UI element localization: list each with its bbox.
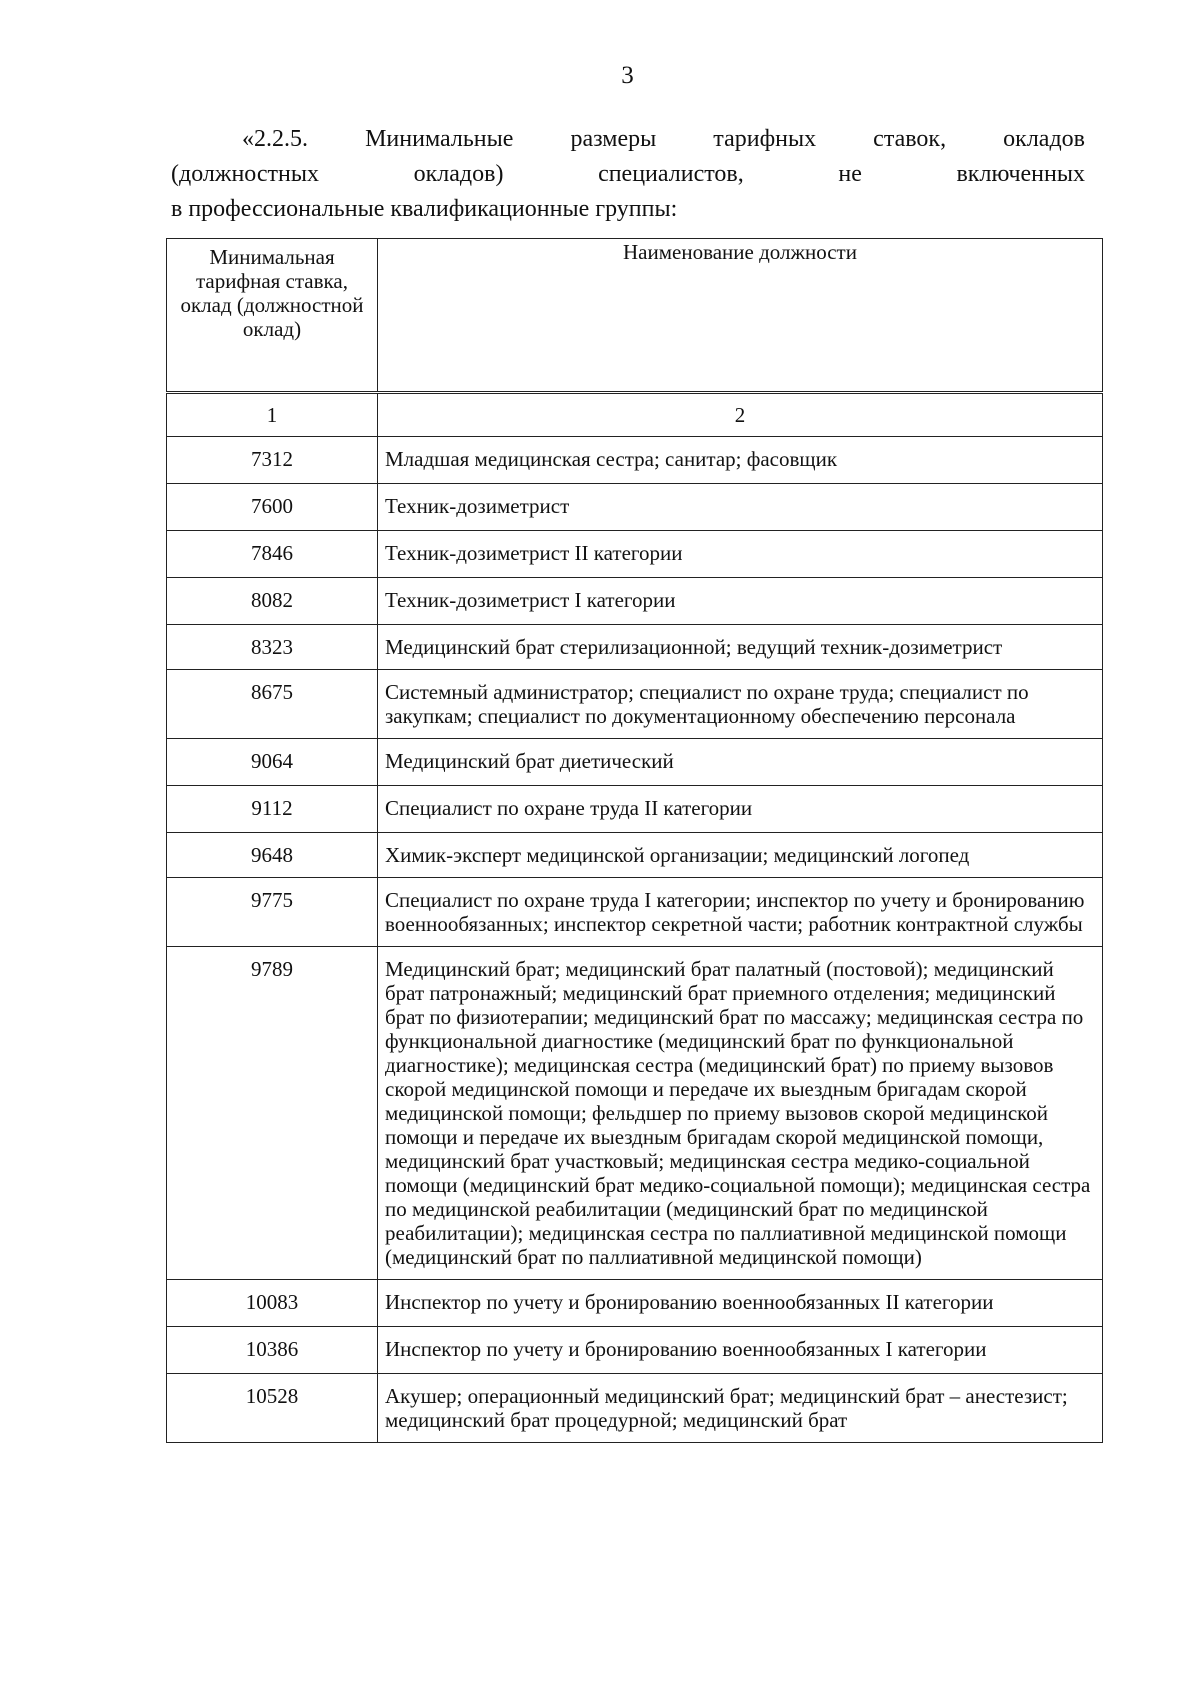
rate-cell: 9648 xyxy=(167,833,378,878)
header-rate: Минимальная тарифная ставка, оклад (должностной оклад) xyxy=(167,239,378,393)
rate-cell: 10528 xyxy=(167,1374,378,1443)
position-cell: Инспектор по учету и бронированию военнообязанных II категории xyxy=(378,1280,1103,1327)
position-cell: Специалист по охране труда II категории xyxy=(378,786,1103,833)
column-number-2: 2 xyxy=(378,393,1103,437)
rate-cell: 7600 xyxy=(167,484,378,531)
table-header-row xyxy=(167,239,1103,393)
intro-line-3: в профессиональные квалификационные группы: xyxy=(171,196,678,222)
table-row xyxy=(167,786,1103,833)
table-row xyxy=(167,670,1103,739)
position-cell: Техник-дозиметрист I категории xyxy=(378,578,1103,625)
rate-cell: 8323 xyxy=(167,625,378,670)
position-cell: Техник-дозиметрист xyxy=(378,484,1103,531)
table-row xyxy=(167,739,1103,786)
position-cell: Специалист по охране труда I категории; инспектор по учету и бронированию военнообязанных; инспектор секретной части; работник контрактной службы xyxy=(378,878,1103,947)
table-body xyxy=(167,437,1103,1443)
intro-line-2: (должностных окладов) специалистов, не включенных xyxy=(171,161,1085,187)
rates-table xyxy=(166,238,1103,1443)
table-row xyxy=(167,578,1103,625)
table-row xyxy=(167,878,1103,947)
position-cell: Медицинский брат стерилизационной; ведущий техник-дозиметрист xyxy=(378,625,1103,670)
position-cell: Младшая медицинская сестра; санитар; фасовщик xyxy=(378,437,1103,484)
rate-cell: 7312 xyxy=(167,437,378,484)
column-number-row xyxy=(167,393,1103,437)
header-position: Наименование должности xyxy=(378,239,1103,393)
table-row xyxy=(167,437,1103,484)
intro-line-1: «2.2.5. Минимальные размеры тарифных ставок, окладов xyxy=(242,126,1085,152)
rate-cell: 9775 xyxy=(167,878,378,947)
page-number: 3 xyxy=(621,62,634,89)
position-cell: Химик-эксперт медицинской организации; медицинский логопед xyxy=(378,833,1103,878)
table-row xyxy=(167,484,1103,531)
table-row xyxy=(167,531,1103,578)
position-cell: Медицинский брат; медицинский брат палатный (постовой); медицинский брат патронажный; медицинский брат приемного отделения; медицинский брат по физиотерапии; медицинский брат по массажу; медицинская сестра по функциональной диагностике (медицинский брат по функциональной диагностике); медицинская сестра (медицинский брат) по приему вызовов скорой медицинской помощи и передаче их выездным бригадам скорой медицинской помощи; фельдшер по приему вызовов скорой медицинской помощи и передаче их выездным бригадам скорой медицинской помощи, медицинский брат участковый; медицинская сестра медико-социальной помощи (медицинский брат медико-социальной помощи); медицинская сестра по медицинской реабилитации (медицинский брат по медицинской реабилитации); медицинская сестра по паллиативной медицинской помощи (медицинский брат по паллиативной медицинской помощи) xyxy=(378,947,1103,1280)
table-row xyxy=(167,1327,1103,1374)
table-row xyxy=(167,1374,1103,1443)
rate-cell: 9789 xyxy=(167,947,378,1280)
rate-cell: 8675 xyxy=(167,670,378,739)
table-row xyxy=(167,947,1103,1280)
column-number-1: 1 xyxy=(167,393,378,437)
rate-cell: 10083 xyxy=(167,1280,378,1327)
intro-paragraph xyxy=(171,122,1085,227)
table-row xyxy=(167,833,1103,878)
rate-cell: 8082 xyxy=(167,578,378,625)
rate-cell: 9112 xyxy=(167,786,378,833)
rate-cell: 10386 xyxy=(167,1327,378,1374)
table-row xyxy=(167,625,1103,670)
position-cell: Системный администратор; специалист по охране труда; специалист по закупкам; специалист по документационному обеспечению персонала xyxy=(378,670,1103,739)
position-cell: Инспектор по учету и бронированию военнообязанных I категории xyxy=(378,1327,1103,1374)
rate-cell: 9064 xyxy=(167,739,378,786)
position-cell: Техник-дозиметрист II категории xyxy=(378,531,1103,578)
table-row xyxy=(167,1280,1103,1327)
position-cell: Акушер; операционный медицинский брат; медицинский брат – анестезист; медицинский брат процедурной; медицинский брат xyxy=(378,1374,1103,1443)
rate-cell: 7846 xyxy=(167,531,378,578)
position-cell: Медицинский брат диетический xyxy=(378,739,1103,786)
